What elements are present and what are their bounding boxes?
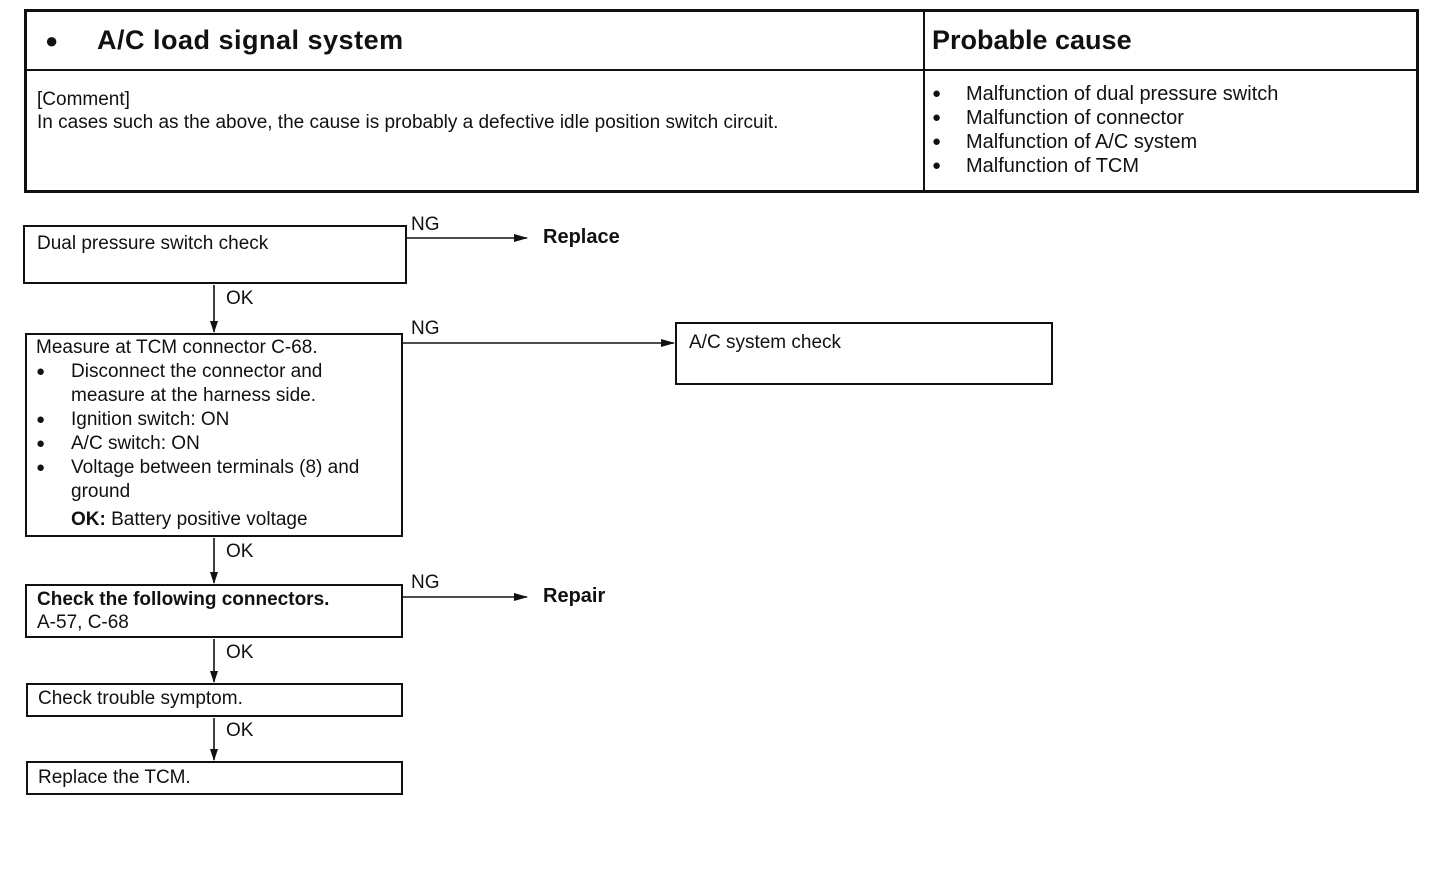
list-item: ● Malfunction of connector xyxy=(932,107,1184,129)
comment-text: In cases such as the above, the cause is probably a defective idle position switch circuit. xyxy=(37,112,779,133)
ok-spec-value: Battery positive voltage xyxy=(111,509,308,530)
ok-label: OK xyxy=(226,541,254,562)
box-text: Check trouble symptom. xyxy=(38,688,243,709)
ng-label: NG xyxy=(411,214,440,235)
ok-spec-label: OK: xyxy=(71,509,106,530)
title-bullet: ● xyxy=(45,27,59,53)
list-item: ● Voltage between terminals (8) and ground xyxy=(36,457,360,502)
list-item: ● Malfunction of A/C system xyxy=(932,131,1198,153)
comment-label: [Comment] xyxy=(37,89,130,110)
list-item: ● Disconnect the connector and measure at the harness side. xyxy=(36,361,323,406)
ng-label: NG xyxy=(411,318,440,339)
box-title: Measure at TCM connector C-68. xyxy=(36,337,318,358)
list-item: ● Ignition switch: ON xyxy=(36,409,230,430)
ac-system-check-box xyxy=(675,322,1053,385)
bullet: ● xyxy=(36,411,46,428)
box-text: Dual pressure switch check xyxy=(37,233,269,254)
box-text: Replace the TCM. xyxy=(38,767,191,788)
check-connectors-box xyxy=(25,584,403,638)
bullet: ● xyxy=(932,85,942,102)
bullet: ● xyxy=(932,109,942,126)
measure-tcm-connector-box xyxy=(25,333,403,537)
repair-outcome: Repair xyxy=(543,585,606,607)
ok-label: OK xyxy=(226,288,254,309)
ok-label: OK xyxy=(226,642,254,663)
ok-spec xyxy=(36,508,392,532)
bullet: ● xyxy=(36,363,46,380)
ok-label: OK xyxy=(226,720,254,741)
list-item: ● Malfunction of dual pressure switch xyxy=(932,83,1279,105)
probable-cause-heading: Probable cause xyxy=(932,25,1132,55)
check-trouble-symptom-box xyxy=(26,683,403,717)
bullet: ● xyxy=(932,133,942,150)
dual-pressure-switch-check-box xyxy=(23,225,407,284)
connector-list: A-57, C-68 xyxy=(37,612,129,633)
replace-outcome: Replace xyxy=(543,226,620,248)
measure-steps xyxy=(36,360,392,504)
bullet: ● xyxy=(36,459,46,476)
box-text: A/C system check xyxy=(689,332,842,353)
bullet: ● xyxy=(36,435,46,452)
ng-label: NG xyxy=(411,572,440,593)
list-item: ● A/C switch: ON xyxy=(36,433,200,454)
box-title: Check the following connectors. xyxy=(37,589,330,610)
replace-tcm-box xyxy=(26,761,403,795)
list-item: ● Malfunction of TCM xyxy=(932,155,1140,177)
bullet: ● xyxy=(932,157,942,174)
page-title: A/C load signal system xyxy=(97,25,404,55)
